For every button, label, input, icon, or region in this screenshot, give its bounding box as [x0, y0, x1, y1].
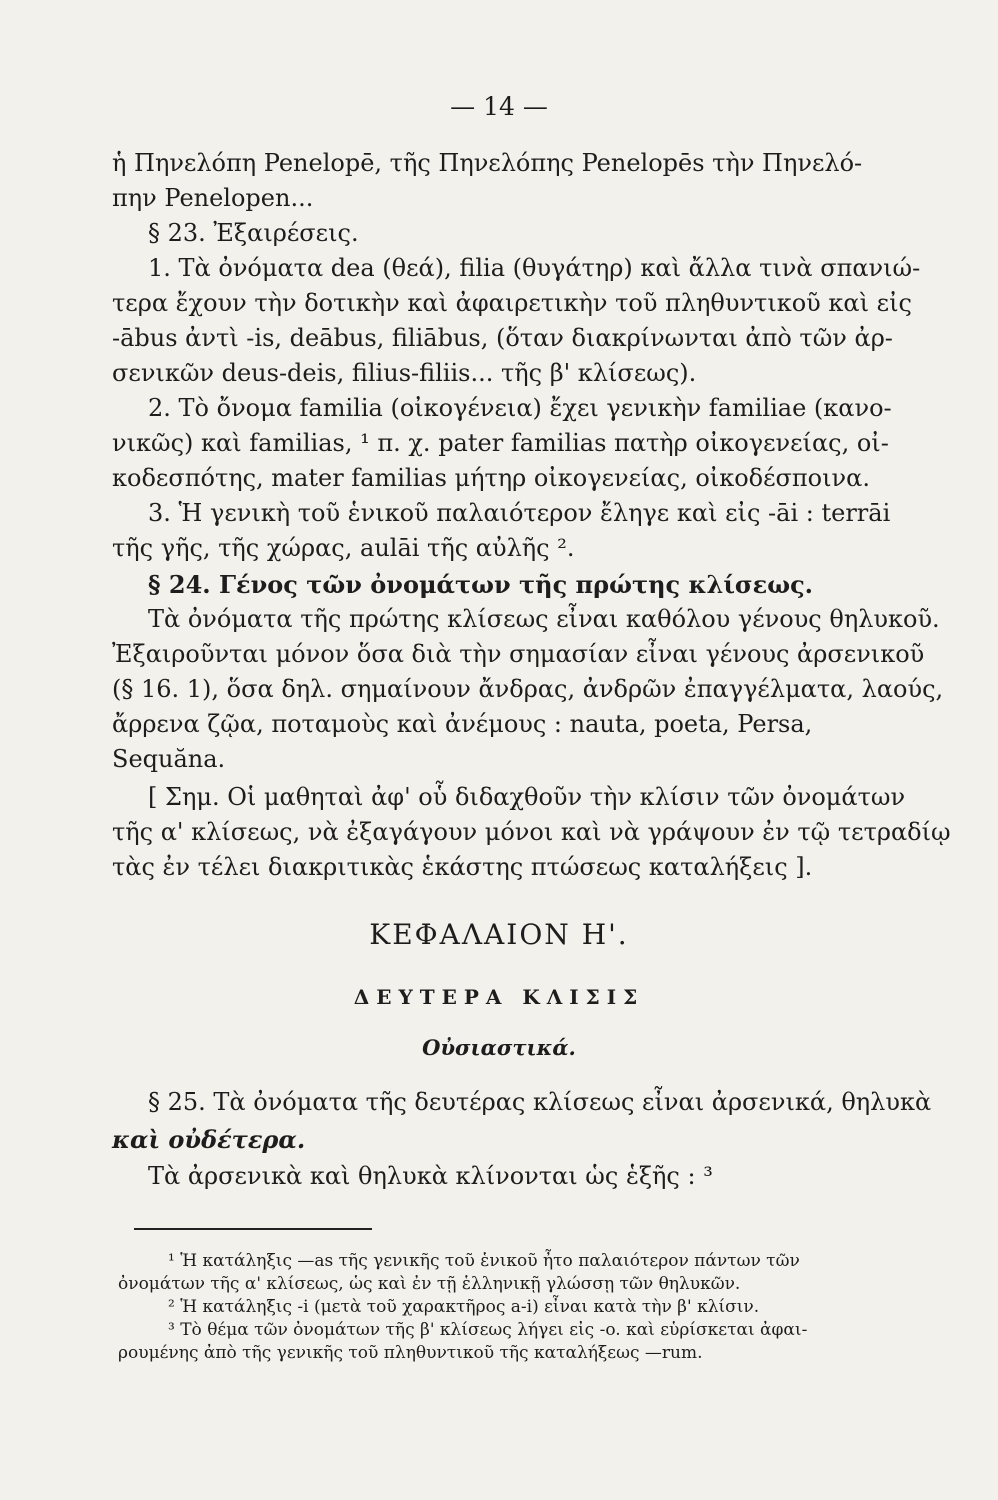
text-line: καὶ οὐδέτερα.	[112, 1125, 306, 1154]
section-heading-24: § 24. Γένος τῶν ὀνομάτων τῆς πρώτης κλίσεως.	[148, 570, 814, 599]
text-block-section-24	[112, 567, 942, 777]
page-number: — 14 —	[450, 92, 548, 121]
text-line: Sequăna.	[112, 745, 226, 773]
text-line: 2. Τὸ ὄνομα familia (οἰκογένεια) ἔχει γενικὴν familiae (κανο-	[148, 394, 892, 422]
text-line: τῆς α' κλίσεως, νὰ ἐξαγάγουν μόνοι καὶ νὰ γράψουν ἐν τῷ τετραδίῳ	[112, 818, 951, 846]
chapter-title: ΚΕΦΑΛΑΙΟΝ Η'.	[369, 918, 629, 951]
chapter-subtitle: ΔΕΥΤΕΡΑ ΚΛΙΣΙΣ	[353, 985, 645, 1009]
footnote-line: ὀνομάτων τῆς α' κλίσεως, ὡς καὶ ἐν τῇ ἑλληνικῇ γλώσσῃ τῶν θηλυκῶν.	[118, 1274, 741, 1294]
footnote-line: ρουμένης ἀπὸ τῆς γενικῆς τοῦ πληθυντικοῦ τῆς καταλήξεως —rum.	[118, 1343, 703, 1363]
text-block-section-23	[112, 146, 942, 566]
text-line: 1. Τὰ ὀνόματα dea (θεά), filia (θυγάτηρ) καὶ ἄλλα τινὰ σπανιώ-	[148, 254, 921, 282]
text-line: Τὰ ἀρσενικὰ καὶ θηλυκὰ κλίνονται ὡς ἑξῆς : ³	[148, 1162, 713, 1190]
footnote-divider	[134, 1228, 372, 1230]
text-line: (§ 16. 1), ὅσα δηλ. σημαίνουν ἄνδρας, ἀνδρῶν ἐπαγγέλματα, λαούς,	[112, 675, 944, 703]
text-line: -ābus ἀντὶ -is, deābus, filiābus, (ὅταν διακρίνωνται ἀπὸ τῶν ἀρ-	[112, 324, 893, 352]
text-line: νικῶς) καὶ familias, ¹ π. χ. pater familias πατὴρ οἰκογενείας, οἰ-	[112, 429, 889, 457]
text-line: 3. Ἡ γενικὴ τοῦ ἑνικοῦ παλαιότερον ἔληγε καὶ εἰς -āi : terrāi	[148, 499, 891, 527]
text-line: σενικῶν deus-deis, filius-filiis... τῆς β' κλίσεως).	[112, 359, 697, 387]
chapter-subsubtitle: Οὐσιαστικά.	[422, 1035, 576, 1060]
footnotes	[118, 1250, 958, 1365]
text-line: Τὰ ὀνόματα τῆς πρώτης κλίσεως εἶναι καθόλου γένους θηλυκοῦ.	[148, 605, 940, 633]
text-line: ἡ Πηνελόπη Penelopē, τῆς Πηνελόπης Penelopēs τὴν Πηνελό-	[112, 149, 863, 177]
section-heading-25: § 25. Τὰ ὀνόματα τῆς δευτέρας κλίσεως εἶναι ἀρσενικά, θηλυκὰ	[148, 1088, 932, 1116]
text-line: Ἐξαιροῦνται μόνον ὅσα διὰ τὴν σημασίαν εἶναι γένους ἀρσενικοῦ	[112, 640, 925, 668]
footnote-line: ³ Τὸ θέμα τῶν ὀνομάτων τῆς β' κλίσεως λήγει εἰς -o. καὶ εὑρίσκεται ἀφαι-	[168, 1320, 808, 1340]
text-line: πην Penelopen...	[112, 184, 314, 212]
text-line: κοδεσπότης, mater familias μήτηρ οἰκογενείας, οἰκοδέσποινα.	[112, 464, 870, 492]
note-block	[112, 780, 951, 885]
footnote-line: ² Ἡ κατάληξις -i (μετὰ τοῦ χαρακτῆρος a-i) εἶναι κατὰ τὴν β' κλίσιν.	[168, 1297, 760, 1317]
text-block-section-25	[112, 1084, 952, 1195]
text-line: τῆς γῆς, τῆς χώρας, aulāi τῆς αὐλῆς ².	[112, 534, 575, 562]
text-line: ἄρρενα ζῷα, ποταμοὺς καὶ ἀνέμους : nauta, poeta, Persa,	[112, 710, 813, 738]
section-heading-23: § 23. Ἐξαιρέσεις.	[148, 219, 359, 247]
text-line: τερα ἔχουν τὴν δοτικὴν καὶ ἀφαιρετικὴν τοῦ πληθυντικοῦ καὶ εἰς	[112, 289, 912, 317]
footnote-line: ¹ Ἡ κατάληξις —as τῆς γενικῆς τοῦ ἑνικοῦ ἦτο παλαιότερον πάντων τῶν	[168, 1251, 800, 1271]
text-line: τὰς ἐν τέλει διακριτικὰς ἑκάστης πτώσεως καταλήξεις ].	[112, 853, 813, 881]
text-line: [ Σημ. Οἱ μαθηταὶ ἀφ' οὗ διδαχθοῦν τὴν κλίσιν τῶν ὀνομάτων	[148, 783, 906, 811]
